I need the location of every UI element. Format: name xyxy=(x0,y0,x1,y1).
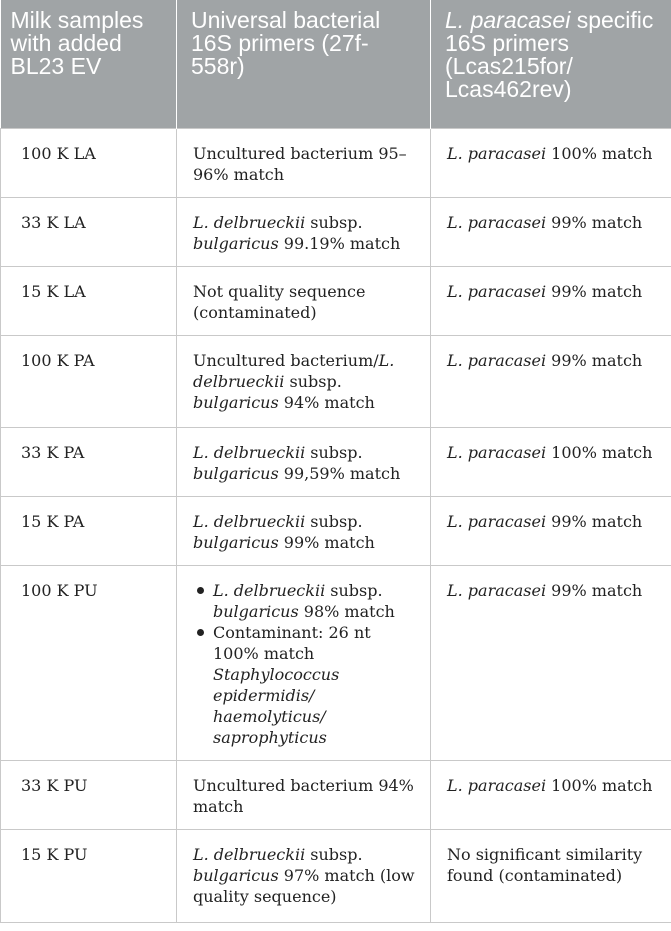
specific-cell: L. paracasei 100% match xyxy=(431,760,671,829)
specific-cell: L. paracasei 99% match xyxy=(431,197,671,266)
specific-cell: L. paracasei 100% match xyxy=(431,128,671,197)
header-row xyxy=(1,0,671,128)
sample-cell: 100 K PA xyxy=(1,335,177,427)
table-row xyxy=(1,427,671,496)
specific-cell: L. paracasei 99% match xyxy=(431,335,671,427)
table-row xyxy=(1,335,671,427)
sample-cell: 15 K PA xyxy=(1,496,177,565)
sample-cell: 33 K LA xyxy=(1,197,177,266)
sample-cell: 33 K PA xyxy=(1,427,177,496)
header-specific-primers: L. paracasei specific 16S primers (Lcas215for/ Lcas462rev) xyxy=(431,0,671,128)
table-row xyxy=(1,829,671,922)
table-row xyxy=(1,128,671,197)
universal-cell: L. delbrueckii subsp. bulgaricus 99.19% match xyxy=(177,197,431,266)
specific-cell: L. paracasei 99% match xyxy=(431,496,671,565)
table-row xyxy=(1,266,671,335)
universal-cell xyxy=(177,565,431,760)
table-row xyxy=(1,760,671,829)
bullet-icon xyxy=(197,629,204,636)
specific-cell: No significant similarity found (contaminated) xyxy=(431,829,671,922)
specific-cell: L. paracasei 99% match xyxy=(431,266,671,335)
universal-cell: Uncultured bacterium/L. delbrueckii subsp. bulgaricus 94% match xyxy=(177,335,431,427)
bullet-icon xyxy=(197,587,204,594)
list-item: Contaminant: 26 nt 100% match Staphylococcus epidermidis/ haemolyticus/ saprophyticus xyxy=(213,622,416,748)
universal-cell: Uncultured bacterium 94% match xyxy=(177,760,431,829)
table-row xyxy=(1,197,671,266)
header-universal-primers: Universal bacterial 16S primers (27f-558r) xyxy=(177,0,431,128)
sample-cell: 100 K LA xyxy=(1,128,177,197)
sample-cell: 15 K PU xyxy=(1,829,177,922)
sample-cell: 100 K PU xyxy=(1,565,177,760)
universal-cell: L. delbrueckii subsp. bulgaricus 99% match xyxy=(177,496,431,565)
universal-cell: L. delbrueckii subsp. bulgaricus 99,59% match xyxy=(177,427,431,496)
sample-cell: 15 K LA xyxy=(1,266,177,335)
bullet-list xyxy=(193,580,416,748)
universal-cell: L. delbrueckii subsp. bulgaricus 97% match (low quality sequence) xyxy=(177,829,431,922)
specific-cell: L. paracasei 99% match xyxy=(431,565,671,760)
table-row xyxy=(1,565,671,760)
header-samples: Milk samples with added BL23 EV xyxy=(1,0,177,128)
table-row xyxy=(1,496,671,565)
list-item: L. delbrueckii subsp. bulgaricus 98% match xyxy=(213,580,416,622)
sample-cell: 33 K PU xyxy=(1,760,177,829)
universal-cell: Uncultured bacterium 95–96% match xyxy=(177,128,431,197)
specific-cell: L. paracasei 100% match xyxy=(431,427,671,496)
universal-cell: Not quality sequence (contaminated) xyxy=(177,266,431,335)
